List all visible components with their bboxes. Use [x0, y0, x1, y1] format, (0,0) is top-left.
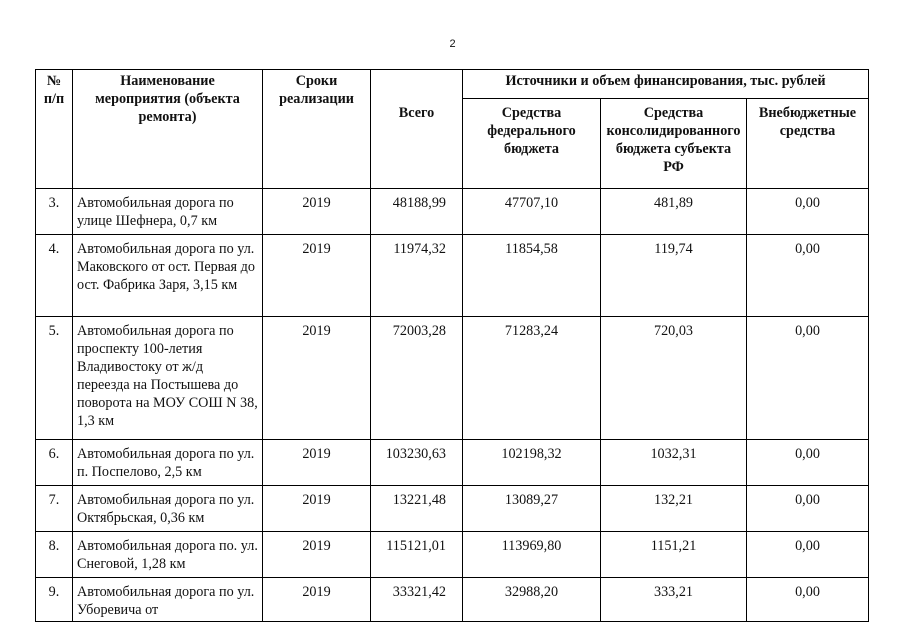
header-num: № п/п — [36, 70, 73, 189]
row-year: 2019 — [263, 440, 371, 486]
row-number: 9. — [36, 578, 73, 622]
row-federal: 102198,32 — [463, 440, 601, 486]
row-federal: 11854,58 — [463, 235, 601, 317]
table-row — [36, 440, 869, 486]
row-federal: 32988,20 — [463, 578, 601, 622]
row-number: 3. — [36, 189, 73, 235]
row-total: 48188,99 — [371, 189, 463, 235]
row-offbudget: 0,00 — [747, 440, 869, 486]
table-row — [36, 317, 869, 440]
row-total: 13221,48 — [371, 486, 463, 532]
row-consolidated: 132,21 — [601, 486, 747, 532]
row-number: 4. — [36, 235, 73, 317]
row-name: Автомобильная дорога по ул. Октябрьская, 0,36 км — [73, 486, 263, 532]
header-period: Сроки реализации — [263, 70, 371, 189]
row-name: Автомобильная дорога по улице Шефнера, 0,7 км — [73, 189, 263, 235]
table-row — [36, 235, 869, 317]
row-consolidated: 119,74 — [601, 235, 747, 317]
header-consolidated: Средства консолидированного бюджета субъекта РФ — [601, 99, 747, 189]
row-federal: 47707,10 — [463, 189, 601, 235]
row-offbudget: 0,00 — [747, 532, 869, 578]
financing-table — [35, 69, 869, 622]
row-consolidated: 1032,31 — [601, 440, 747, 486]
row-total: 115121,01 — [371, 532, 463, 578]
row-name: Автомобильная дорога по ул. Маковского от ост. Первая до ост. Фабрика Заря, 3,15 км — [73, 235, 263, 317]
table-row — [36, 578, 869, 622]
row-year: 2019 — [263, 235, 371, 317]
header-name: Наименование мероприятия (объекта ремонта) — [73, 70, 263, 189]
table-row — [36, 486, 869, 532]
row-offbudget: 0,00 — [747, 578, 869, 622]
row-consolidated: 1151,21 — [601, 532, 747, 578]
row-federal: 13089,27 — [463, 486, 601, 532]
row-consolidated: 333,21 — [601, 578, 747, 622]
row-year: 2019 — [263, 189, 371, 235]
row-name: Автомобильная дорога по ул. Уборевича от — [73, 578, 263, 622]
row-year: 2019 — [263, 317, 371, 440]
row-number: 7. — [36, 486, 73, 532]
table-row — [36, 189, 869, 235]
row-federal: 71283,24 — [463, 317, 601, 440]
row-year: 2019 — [263, 486, 371, 532]
row-year: 2019 — [263, 578, 371, 622]
row-total: 33321,42 — [371, 578, 463, 622]
row-total: 11974,32 — [371, 235, 463, 317]
row-name: Автомобильная дорога по. ул. Снеговой, 1,28 км — [73, 532, 263, 578]
row-number: 5. — [36, 317, 73, 440]
header-total: Всего — [371, 99, 463, 189]
header-sources: Источники и объем финансирования, тыс. рублей — [463, 70, 869, 99]
row-consolidated: 481,89 — [601, 189, 747, 235]
row-total: 103230,63 — [371, 440, 463, 486]
row-federal: 113969,80 — [463, 532, 601, 578]
row-number: 8. — [36, 532, 73, 578]
row-number: 6. — [36, 440, 73, 486]
header-offbudget: Внебюджетные средства — [747, 99, 869, 189]
table-row — [36, 532, 869, 578]
row-name: Автомобильная дорога по проспекту 100-летия Владивостоку от ж/д переезда на Постышева до поворота на МОУ СОШ N 38, 1,3 км — [73, 317, 263, 440]
header-federal: Средства федерального бюджета — [463, 99, 601, 189]
row-offbudget: 0,00 — [747, 235, 869, 317]
page-number: 2 — [449, 38, 456, 50]
row-name: Автомобильная дорога по ул. п. Поспелово, 2,5 км — [73, 440, 263, 486]
row-offbudget: 0,00 — [747, 189, 869, 235]
row-total: 72003,28 — [371, 317, 463, 440]
row-consolidated: 720,03 — [601, 317, 747, 440]
row-year: 2019 — [263, 532, 371, 578]
row-offbudget: 0,00 — [747, 317, 869, 440]
row-offbudget: 0,00 — [747, 486, 869, 532]
